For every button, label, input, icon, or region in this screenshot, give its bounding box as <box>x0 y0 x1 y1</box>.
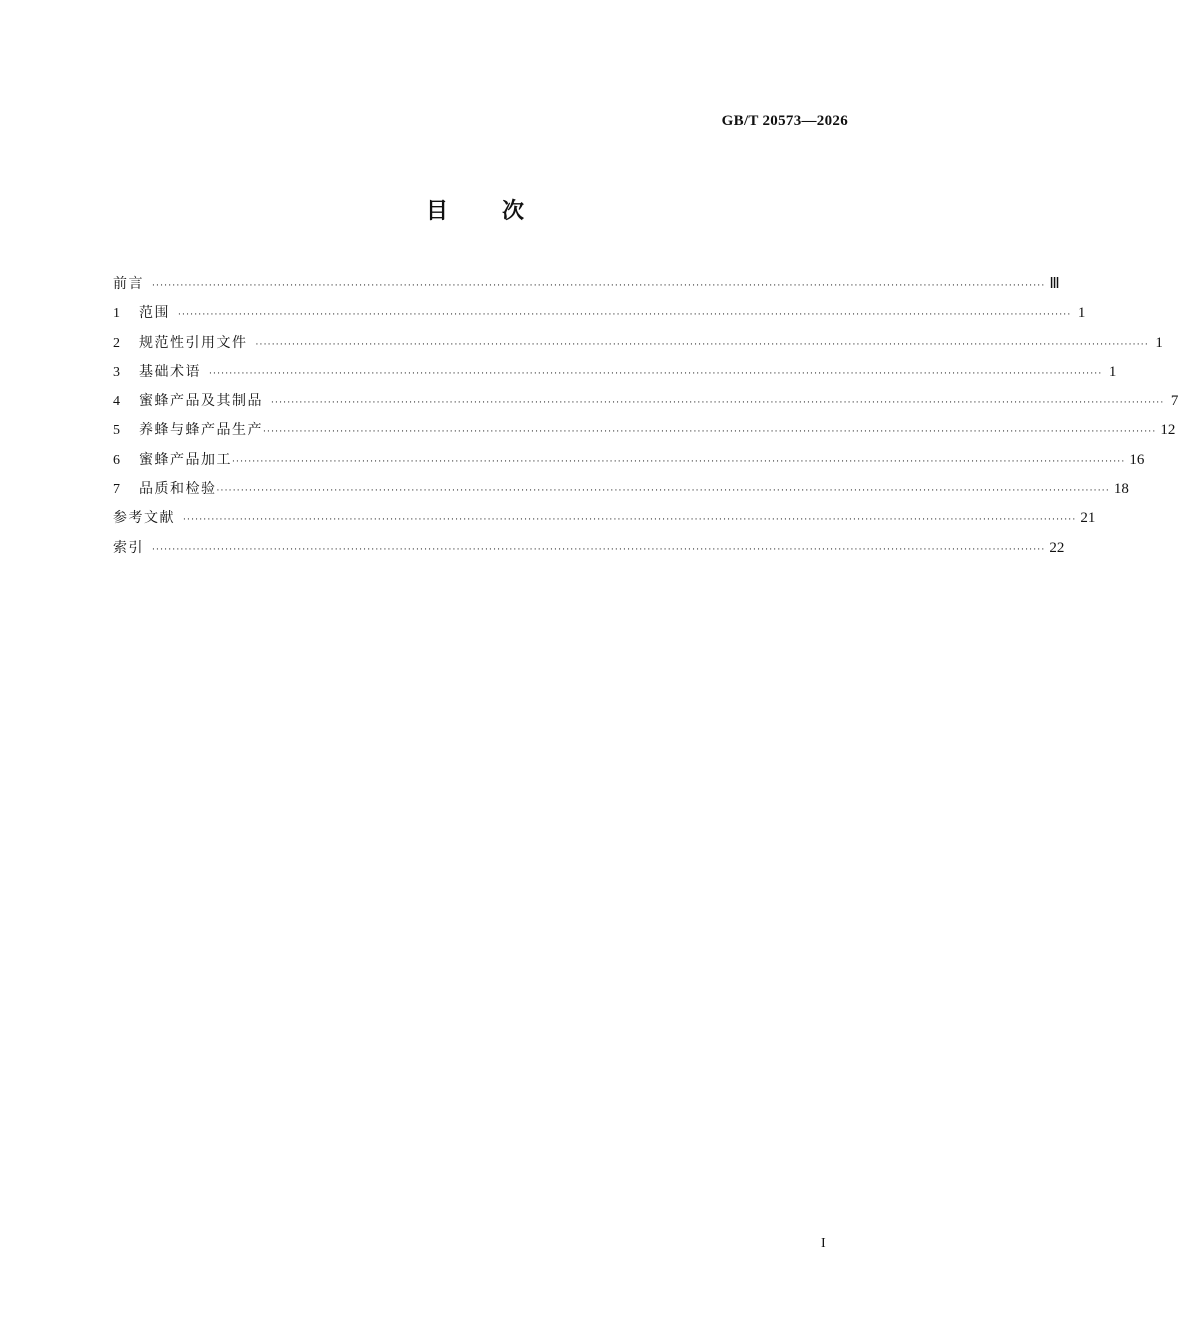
toc-entry-title: 蜜蜂产品及其制品 <box>139 393 263 410</box>
toc-entry-references[interactable] <box>113 504 1096 533</box>
standard-code: GB/T 20573—2026 <box>721 113 848 129</box>
toc-leader: ···························································································································································································································· <box>178 310 1072 321</box>
toc-entry-number: 6 <box>113 452 120 468</box>
toc-leader: ···························································································································································································································· <box>152 544 1046 555</box>
toc-entry-index[interactable] <box>113 534 1065 563</box>
toc-entry-page: 18 <box>1113 481 1129 498</box>
toc-entry-preface[interactable] <box>113 270 1060 299</box>
toc-entry-title: 基础术语 <box>139 363 201 380</box>
toc-entry-title: 规范性引用文件 <box>139 334 248 351</box>
toc-entry-title: 品质和检验 <box>139 481 217 498</box>
toc-entry-page: 12 <box>1160 422 1176 439</box>
toc-title-char-2: 次 <box>502 199 525 224</box>
toc-title-char-1: 目 <box>425 199 448 224</box>
toc-leader: ···························································································································································································································· <box>209 368 1103 379</box>
toc-entry-number: 7 <box>113 482 120 498</box>
toc-entry-page: 16 <box>1129 451 1145 468</box>
toc-title <box>0 194 950 225</box>
toc-entry-page: 21 <box>1080 510 1096 527</box>
toc-entry-number: 1 <box>113 306 120 322</box>
toc-leader: ···························································································································································································································· <box>183 515 1077 526</box>
toc-leader: ···························································································································································································································· <box>216 486 1110 497</box>
toc-entry-page: 7 <box>1170 393 1178 410</box>
toc-leader: ···························································································································································································································· <box>271 398 1165 409</box>
toc-entry-title: 前言 <box>113 276 144 292</box>
toc-entry-number: 4 <box>113 394 120 410</box>
toc-entry-title: 养蜂与蜂产品生产 <box>139 422 263 439</box>
page-number: I <box>821 1236 826 1251</box>
toc-entry-title: 蜜蜂产品加工 <box>139 451 232 468</box>
toc-entry-1[interactable] <box>113 299 1086 328</box>
toc-entry-3[interactable] <box>113 358 1117 387</box>
toc-entry-5[interactable] <box>113 416 1176 445</box>
toc-entry-title: 参考文献 <box>113 510 175 527</box>
toc-entry-number: 3 <box>113 364 120 380</box>
toc-entry-page: 1 <box>1077 305 1086 322</box>
toc-entry-6[interactable] <box>113 446 1145 475</box>
toc-entry-page: 1 <box>1108 363 1117 380</box>
toc-leader: ···························································································································································································································· <box>232 456 1126 467</box>
toc-entry-page: 22 <box>1049 539 1065 556</box>
toc-entry-title: 索引 <box>113 539 144 556</box>
toc-leader: ···························································································································································································································· <box>263 427 1157 438</box>
toc-entry-7[interactable] <box>113 475 1129 504</box>
toc-entry-page: 1 <box>1155 334 1163 351</box>
toc-entry-2[interactable] <box>113 329 1163 358</box>
toc-entry-4[interactable] <box>113 387 1178 416</box>
toc-leader: ···························································································································································································································· <box>152 281 1046 291</box>
toc-leader: ···························································································································································································································· <box>255 339 1149 350</box>
toc-entry-number: 2 <box>113 335 120 351</box>
table-of-contents <box>113 270 1178 563</box>
toc-entry-number: 5 <box>113 423 120 439</box>
toc-entry-page: Ⅲ <box>1049 276 1060 292</box>
toc-entry-title: 范围 <box>139 305 170 322</box>
